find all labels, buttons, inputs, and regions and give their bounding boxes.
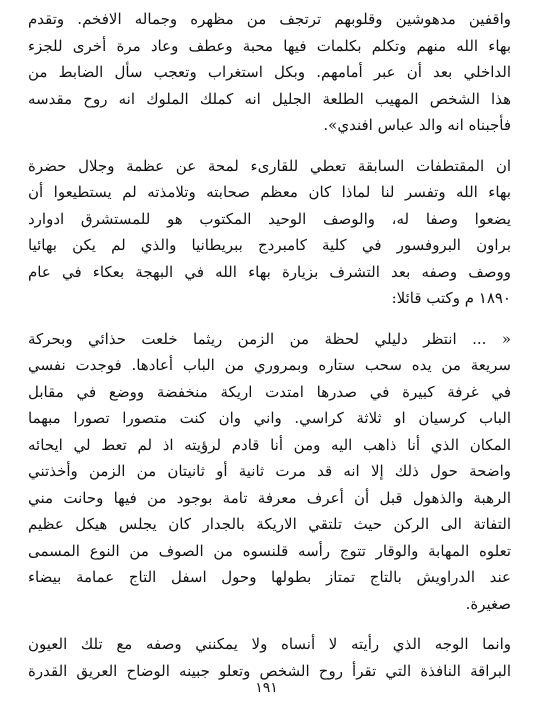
text-line: واقفين مدهوشين وقلوبهم ترتجف من مظهره وجماله الافخم. وتقدم [28, 10, 511, 28]
text-line: بهاء الله وتفسر لنا لماذا كان معظم صحابته وتلامذته لم يستطيعوا أن [28, 183, 511, 201]
page-number: ١٩١ [255, 680, 278, 696]
text-line: التفاتة الى الركن حيث تلتقي الاريكة بالجدار كان يجلس هيكل عظيم [28, 515, 511, 533]
text-line: يضعوا وصفا له، والوصف الوحيد المكتوب هو للمستشرق ادوارد [28, 209, 511, 228]
text-line: بهاء الله منهم وتكلم بكلمات فيها محبة وعطف وعاد مرة أخرى للجزء [28, 36, 511, 55]
quote-paragraph [28, 326, 511, 618]
text-line: هذا الشخص المهيب الطلعة الجليل انه كملك الملوك انه روح مقدسه [28, 89, 511, 108]
paragraph-2 [28, 153, 511, 312]
text-line: ١٨٩٠ م وكتب قائلا: [391, 289, 511, 307]
page-text [28, 6, 511, 684]
text-line: وانما الوجه الذي رأيته لا أنساه ولا يمكنني وصفه مع تلك العيون [28, 635, 511, 653]
text-line: صغيرة. [465, 594, 511, 613]
text-line: البراقة النافذة التي تقرأ روح الشخص وتعلو جبينه الوضاح العريق القدرة [28, 661, 511, 680]
text-line: عند الدراويش بالتاج تمتاز بطولها وحول اسفل التاج عمامة بيضاء [28, 568, 511, 586]
text-line: فأجبناه انه والد عباس افندي». [323, 116, 511, 134]
text-line: « ... انتظر دليلي لحظة من الزمن ريثما خلعت حذائي وبحركة [28, 329, 511, 348]
text-line: ان المقتطفات السابقة تعطي للقارىء لمحة عن عظمة وجلال حضرة [28, 156, 511, 175]
text-line: في غرفة كبيرة في صدرها امتدت اريكة منخفضة ووضع في مقابل [28, 382, 511, 401]
text-line: ووصف وصفه بعد التشرف بزيارة بهاء الله في البهجة بعكاء في عام [28, 262, 511, 281]
text-line: المكان الذي أنا ذاهب اليه ومن أنا قادم لرؤيته اذ لم تعط لي ايحائه [28, 435, 511, 454]
paragraph-1 [28, 6, 511, 139]
text-line: الباب كرسيان او ثلاثة كراسي. واني وان كنت متصورا تصورا مبهما [28, 409, 511, 427]
text-line: براون البروفسور في كلية كامبردج ببريطانيا والذي لم يكن بهائيا [28, 236, 511, 254]
text-line: الداخلي بعد أن عبر أمامهم. وبكل استغراب وتعجب سأل الضابط من [28, 63, 511, 81]
text-line: تعلوه المهابة والوقار تتوج رأسه قلنسوه من الصوف من النوع المسمى [28, 541, 511, 560]
text-line: سريعة من يده سحب ستاره وبمروري من الباب أعادها. فوجدت نفسي [28, 356, 511, 374]
text-line: واضحة حول ذلك إلا انه قد مرت ثانية أو ثانيتان من الزمن وأخذتني [28, 462, 511, 480]
paragraph-4 [28, 631, 511, 684]
text-line: الرهبة والذهول قبل أن أعرف معرفة تامة بوجود من فيها وحانت مني [28, 488, 511, 507]
